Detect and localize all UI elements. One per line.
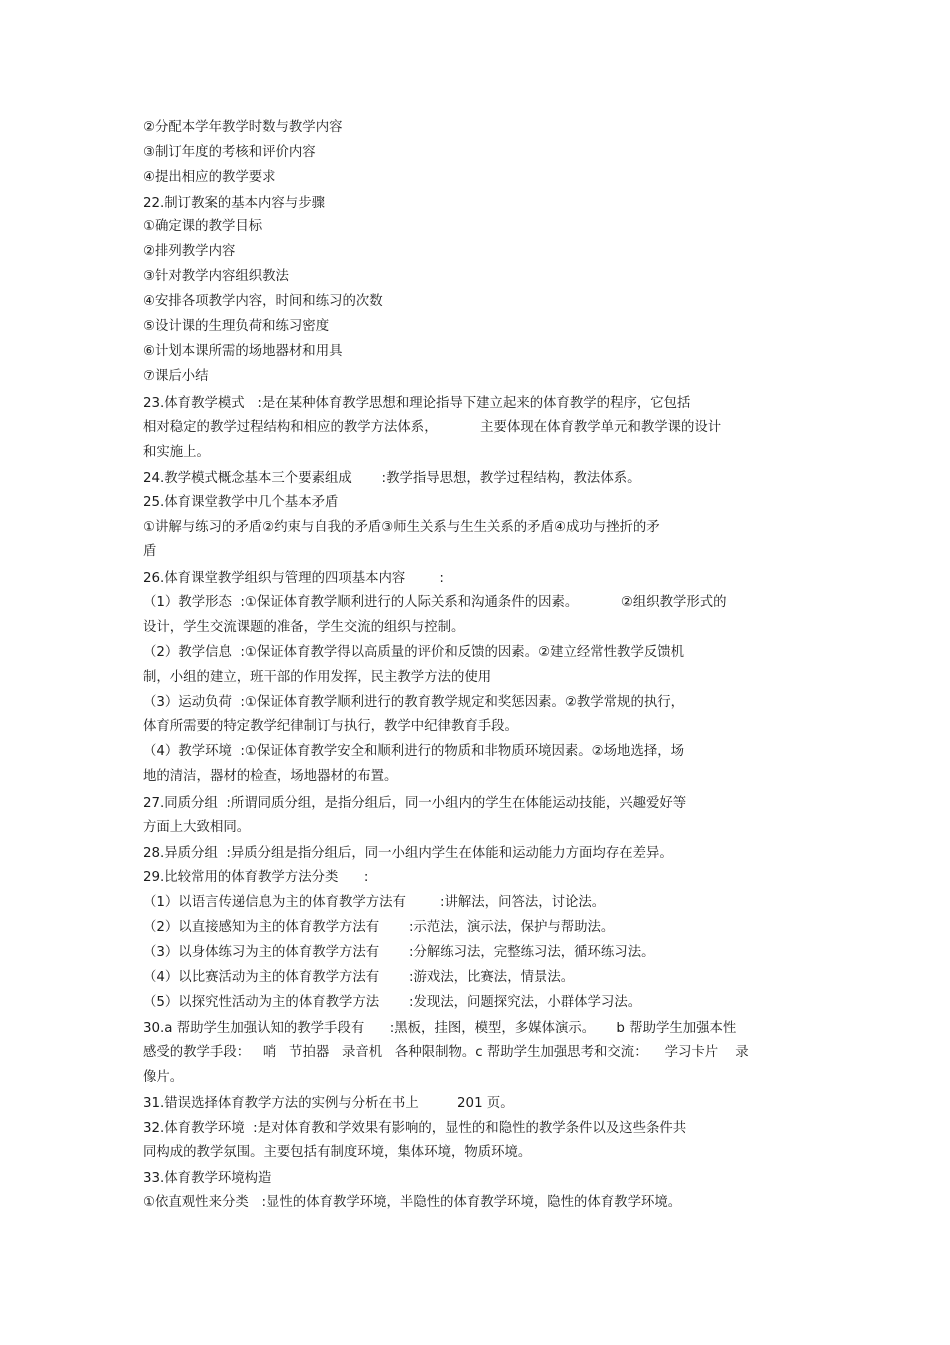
text-line: 制，小组的建立，班干部的作用发挥，民主教学方法的使用	[143, 670, 492, 685]
text-line: 相对稳定的教学过程结构和相应的教学方法体系， 主要体现在体育教学单元和教学课的设计	[143, 420, 722, 435]
text-line: ②排列教学内容	[143, 244, 236, 259]
text-line: 设计，学生交流课题的准备，学生交流的组织与控制。	[143, 620, 465, 635]
text-line: （2）以直接感知为主的体育教学方法有 :示范法，演示法，保护与帮助法。	[143, 920, 615, 935]
section-heading-32: 32.体育教学环境 :是对体育教和学效果有影响的，显性的和隐性的教学条件以及这些条件共	[143, 1121, 687, 1136]
section-heading-25: 25.体育课堂教学中几个基本矛盾	[143, 495, 339, 510]
text-line: ④安排各项教学内容，时间和练习的次数	[143, 294, 383, 309]
section-heading-33: 33.体育教学环境构造	[143, 1171, 272, 1186]
section-heading-28: 28.异质分组 :异质分组是指分组后，同一小组内学生在体能和运动能力方面均存在差异。	[143, 846, 673, 861]
section-heading-22: 22.制订教案的基本内容与步骤	[143, 196, 325, 211]
text-line: 和实施上。	[143, 445, 210, 460]
section-heading-26: 26.体育课堂教学组织与管理的四项基本内容 :	[143, 571, 444, 586]
text-line: ②分配本学年教学时数与教学内容	[143, 120, 343, 135]
text-line: 地的清洁，器材的检查，场地器材的布置。	[143, 769, 398, 784]
text-line: 方面上大致相同。	[143, 820, 251, 835]
text-line: （4）以比赛活动为主的体育教学方法有 :游戏法，比赛法，情景法。	[143, 970, 575, 985]
text-line: ③制订年度的考核和评价内容	[143, 145, 316, 160]
text-line: 同构成的教学氛围。主要包括有制度环境，集体环境，物质环境。	[143, 1145, 532, 1160]
section-heading-23: 23.体育教学模式 :是在某种体育教学思想和理论指导下建立起来的体育教学的程序，它包括	[143, 396, 691, 411]
text-line: ①依直观性来分类 :显性的体育教学环境，半隐性的体育教学环境，隐性的体育教学环境。	[143, 1195, 682, 1210]
section-heading-31: 31.错误选择体育教学方法的实例与分析在书上 201 页。	[143, 1096, 514, 1111]
text-line: （5）以探究性活动为主的体育教学方法 :发现法，问题探究法，小群体学习法。	[143, 995, 642, 1010]
section-heading-27: 27.同质分组 :所谓同质分组，是指分组后，同一小组内的学生在体能运动技能，兴趣爱好等	[143, 796, 687, 811]
text-line: ⑤设计课的生理负荷和练习密度	[143, 319, 330, 334]
text-line: ⑦课后小结	[143, 369, 209, 384]
text-line: （1）以语言传递信息为主的体育教学方法有 :讲解法，问答法，讨论法。	[143, 895, 606, 910]
section-heading-24: 24.教学模式概念基本三个要素组成 :教学指导思想，教学过程结构，教法体系。	[143, 471, 641, 486]
text-line: （2）教学信息 :①保证体育教学得以高质量的评价和反馈的因素。②建立经常性教学反馈机	[143, 645, 685, 660]
text-line: （1）教学形态 :①保证体育教学顺利进行的人际关系和沟通条件的因素。 ②组织教学形式的	[143, 595, 727, 610]
section-heading-29: 29.比较常用的体育教学方法分类 :	[143, 870, 369, 885]
text-line: ①讲解与练习的矛盾②约束与自我的矛盾③师生关系与生生关系的矛盾④成功与挫折的矛	[143, 520, 660, 535]
text-line: ③针对教学内容组织教法	[143, 269, 289, 284]
text-line: 体育所需要的特定教学纪律制订与执行，教学中纪律教育手段。	[143, 719, 518, 734]
text-line: 像片。	[143, 1070, 184, 1085]
text-line: ⑥计划本课所需的场地器材和用具	[143, 344, 343, 359]
text-line: （3）以身体练习为主的体育教学方法有 :分解练习法，完整练习法，循环练习法。	[143, 945, 655, 960]
text-line: 盾	[143, 544, 157, 559]
text-line: （3）运动负荷 :①保证体育教学顺利进行的教育教学规定和奖惩因素。②教学常规的执行，	[143, 695, 685, 710]
section-heading-30: 30.a 帮助学生加强认知的教学手段有 :黑板，挂图，模型，多媒体演示。 b 帮助学生加强本性	[143, 1021, 737, 1036]
text-line: （4）教学环境 :①保证体育教学安全和顺利进行的物质和非物质环境因素。②场地选择，场	[143, 744, 685, 759]
text-line: ①确定课的教学目标	[143, 219, 263, 234]
text-line: ④提出相应的教学要求	[143, 170, 276, 185]
text-line: 感受的教学手段： 哨 节拍器 录音机 各种限制物。c 帮助学生加强思考和交流： 学习卡片 录	[143, 1045, 749, 1060]
